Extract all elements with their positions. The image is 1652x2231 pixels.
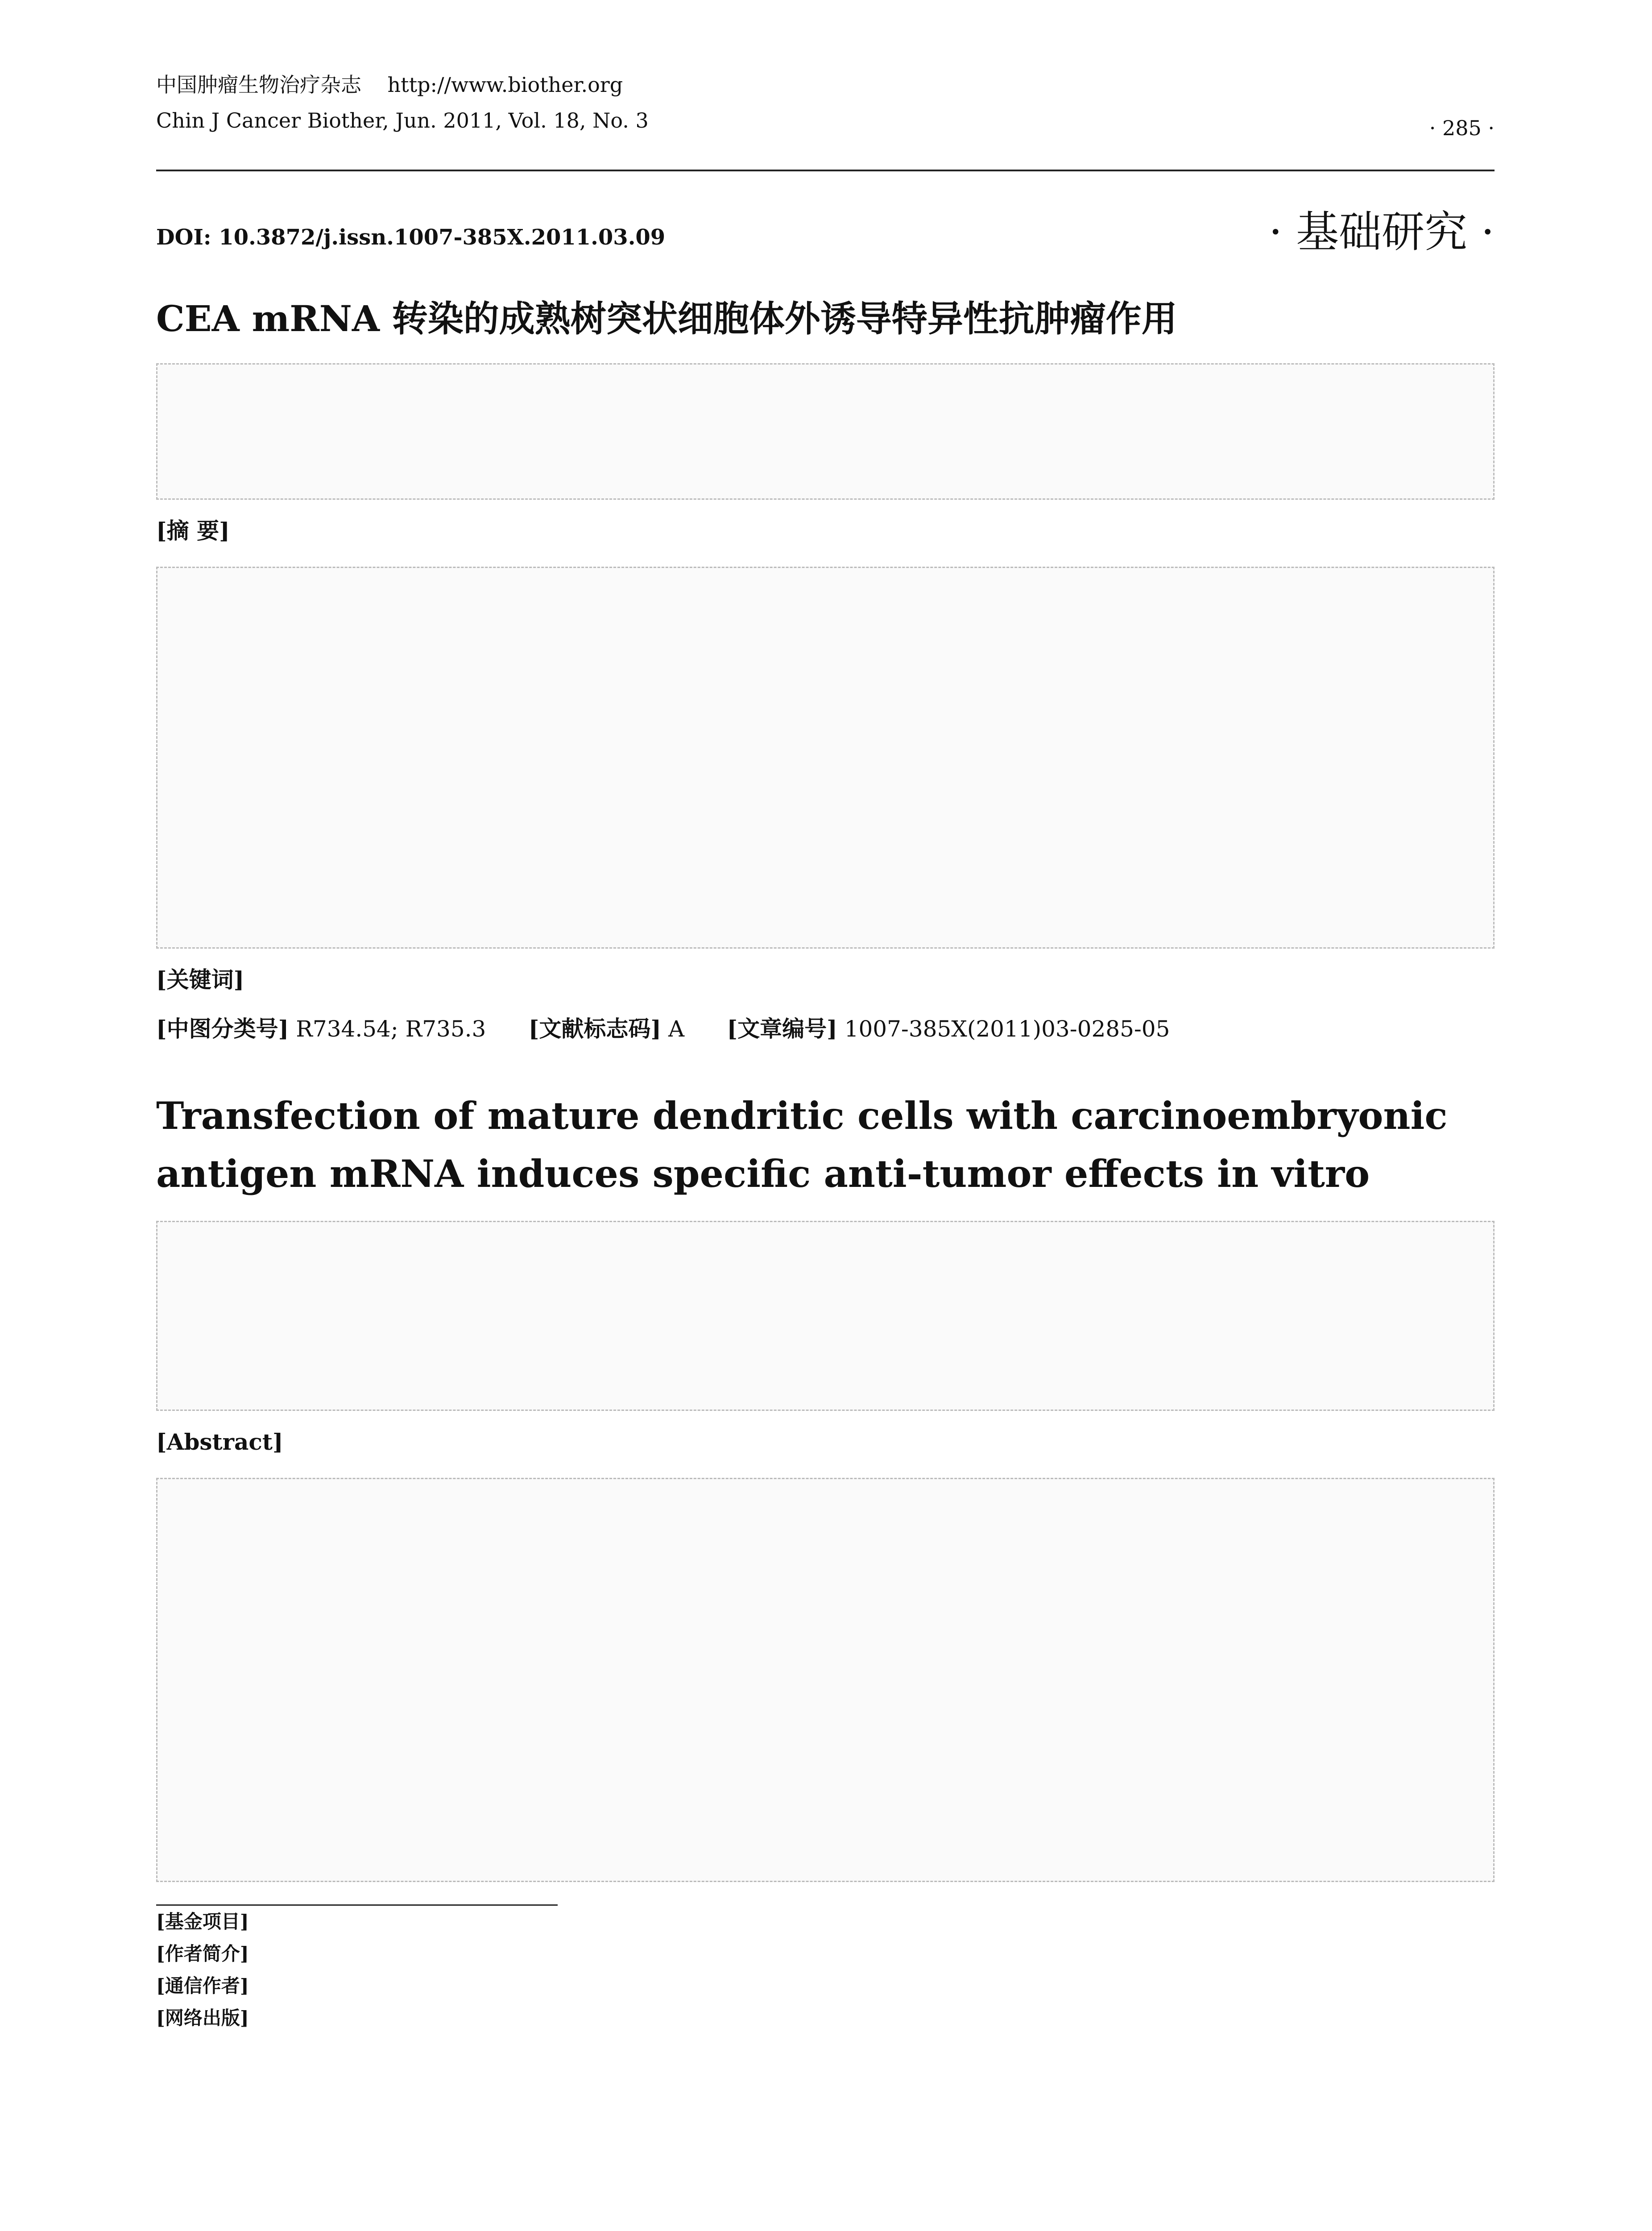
corresponding-label: [通信作者] bbox=[156, 1975, 249, 1997]
page-number: · 285 · bbox=[1429, 116, 1495, 140]
running-header bbox=[156, 67, 1495, 171]
doi-row bbox=[156, 198, 1495, 274]
author-intro-label: [作者简介] bbox=[156, 1943, 249, 1965]
classification-row bbox=[156, 1011, 1495, 1047]
abstract-en-body bbox=[156, 1478, 1495, 1882]
abstract-en-label: [Abstract] bbox=[156, 1429, 283, 1455]
abstract-zh-label: [摘 要] bbox=[156, 518, 230, 544]
online-label: [网络出版] bbox=[156, 2007, 249, 2029]
doc-code-value: A bbox=[668, 1016, 685, 1042]
journal-name: 中国肿瘤生物治疗杂志 bbox=[156, 73, 361, 97]
clc-value: R734.54; R735.3 bbox=[296, 1016, 486, 1042]
citation-line: Chin J Cancer Biother, Jun. 2011, Vol. 18, No. 3 bbox=[156, 108, 649, 133]
keywords-zh-label: [关键词] bbox=[156, 966, 244, 993]
doi: DOI: 10.3872/j.issn.1007-385X.2011.03.09 bbox=[156, 225, 666, 250]
article-no-label: [文章编号] bbox=[727, 1016, 837, 1042]
journal-url[interactable]: http://www.biother.org bbox=[387, 73, 623, 97]
title-zh: CEA mRNA 转染的成熟树突状细胞体外诱导特异性抗肿瘤作用 bbox=[156, 298, 1177, 340]
clc-label: [中图分类号] bbox=[156, 1016, 289, 1042]
authors-zh-block bbox=[156, 363, 1495, 500]
authors-en-block bbox=[156, 1221, 1495, 1411]
funding-label: [基金项目] bbox=[156, 1911, 249, 1932]
section-tag: · 基础研究 · bbox=[1268, 207, 1495, 257]
article-page bbox=[156, 67, 1495, 2034]
title-en: Transfection of mature dendritic cells with carcinoembryonic antigen mRNA induces specific anti-tumor effects in vitro bbox=[156, 1094, 1448, 1196]
doc-code-label: [文献标志码] bbox=[528, 1016, 662, 1042]
abstract-zh-body bbox=[156, 567, 1495, 949]
article-no-value: 1007-385X(2011)03-0285-05 bbox=[844, 1016, 1170, 1042]
